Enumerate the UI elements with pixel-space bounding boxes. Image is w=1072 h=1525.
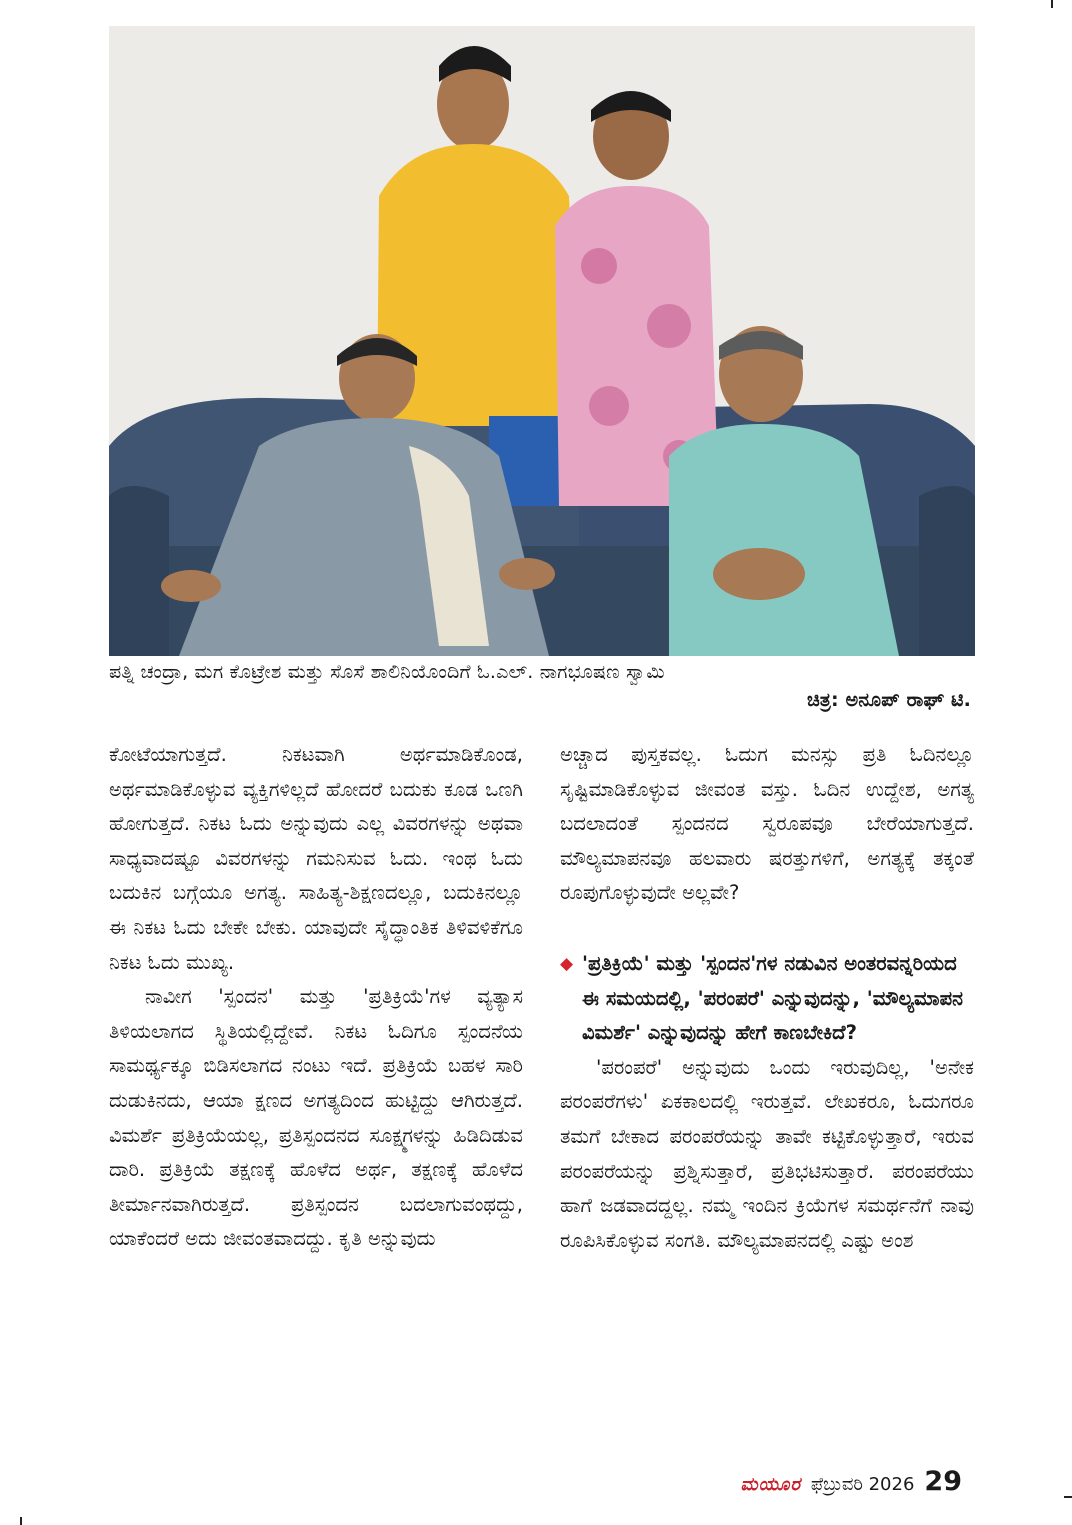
page-number: 29 <box>924 1466 962 1497</box>
interview-answer: 'ಪರಂಪರೆ' ಅನ್ನುವುದು ಒಂದು ಇರುವುದಿಲ್ಲ, 'ಅನೇಕ ಪರಂಪರೆಗಳು' ಏಕಕಾಲದಲ್ಲಿ ಇರುತ್ತವೆ. ಲೇಖಕರೂ, ಓದುಗರೂ ತಮಗೆ ಬೇಕಾದ ಪರಂಪರೆಯನ್ನು ತಾವೇ ಕಟ್ಟಿಕೊಳ್ಳುತ್ತಾರೆ, ಇರುವ ಪರಂಪರೆಯನ್ನು ಪ್ರಶ್ನಿಸುತ್ತಾರೆ, ಪ್ರತಿಭಟಿಸುತ್ತಾರೆ. ಪರಂಪರೆಯು ಹಾಗೆ ಜಡವಾದದ್ದಲ್ಲ. ನಮ್ಮ ಇಂದಿನ ಕ್ರಿಯೆಗಳ ಸಮರ್ಥನೆಗೆ ನಾವು ರೂಪಿಸಿಕೊಳ್ಳುವ ಸಂಗತಿ. ಮೌಲ್ಯಮಾಪನದಲ್ಲಿ ಎಷ್ಟು ಅಂಶ <box>560 1055 974 1252</box>
paragraph: ನಾವೀಗ 'ಸ್ಪಂದನ' ಮತ್ತು 'ಪ್ರತಿಕ್ರಿಯೆ'ಗಳ ವ್ಯತ್ಯಾಸ ತಿಳಿಯಲಾಗದ ಸ್ಥಿತಿಯಲ್ಲಿದ್ದೇವೆ. ನಿಕಟ ಓದಿಗೂ ಸ್ಪಂದನೆಯ ಸಾಮರ್ಥ್ಯಕ್ಕೂ ಬಿಡಿಸಲಾಗದ ನಂಟು ಇದೆ. ಪ್ರತಿಕ್ರಿಯೆ ಬಹಳ ಸಾರಿ ದುಡುಕಿನದು, ಆಯಾ ಕ್ಷಣದ ಅಗತ್ಯದಿಂದ ಹುಟ್ಟಿದ್ದು ಆಗಿರುತ್ತದೆ. ವಿಮರ್ಶೆ ಪ್ರತಿಕ್ರಿಯೆಯಲ್ಲ, ಪ್ರತಿಸ್ಪಂದನದ ಸೂಕ್ಷ್ಮಗಳನ್ನು ಹಿಡಿದಿಡುವ ದಾರಿ. ಪ್ರತಿಕ್ರಿಯೆ ತಕ್ಷಣಕ್ಕೆ ಹೊಳೆದ ಅರ್ಥ, ತಕ್ಷಣಕ್ಕೆ ಹೊಳೆದ ತೀರ್ಮಾನವಾಗಿರುತ್ತದೆ. ಪ್ರತಿಸ್ಪಂದನ ಬದಲಾಗುವಂಥದ್ದು, ಯಾಕೆಂದರೆ ಅದು ಜೀವಂತವಾದದ್ದು. ಕೃತಿ ಅನ್ನುವುದು <box>109 985 523 1251</box>
interview-question <box>560 947 974 1051</box>
article-column-right <box>560 738 974 1258</box>
photo-credit: ಚಿತ್ರ: ಅನೂಪ್ ರಾಘ್ ಟಿ. <box>806 689 971 711</box>
crop-mark <box>1051 0 1053 8</box>
article-column-left <box>109 738 523 1257</box>
photo-caption <box>109 658 975 714</box>
page-footer <box>740 1466 962 1506</box>
caption-text: ಪತ್ನಿ ಚಂದ್ರಾ, ಮಗ ಕೊಟ್ರೇಶ ಮತ್ತು ಸೊಸೆ ಶಾಲಿನಿಯೊಂದಿಗೆ ಓ.ಎಲ್. ನಾಗಭೂಷಣ ಸ್ವಾಮಿ <box>109 661 665 683</box>
diamond-bullet-icon: ◆ <box>560 953 574 974</box>
paragraph: ಅಚ್ಚಾದ ಪುಸ್ತಕವಲ್ಲ. ಓದುಗ ಮನಸ್ಸು ಪ್ರತಿ ಓದಿನಲ್ಲೂ ಸೃಷ್ಟಿಮಾಡಿಕೊಳ್ಳುವ ಜೀವಂತ ವಸ್ತು. ಓದಿನ ಉದ್ದೇಶ, ಅಗತ್ಯ ಬದಲಾದಂತೆ ಸ್ಪಂದನದ ಸ್ವರೂಪವೂ ಬೇರೆಯಾಗುತ್ತದೆ. ಮೌಲ್ಯಮಾಪನವೂ ಹಲವಾರು ಷರತ್ತುಗಳಿಗೆ, ಅಗತ್ಯಕ್ಕೆ ತಕ್ಕಂತೆ ರೂಪುಗೊಳ್ಳುವುದೇ ಅಲ್ಲವೇ? <box>560 743 974 905</box>
crop-mark <box>20 1517 22 1525</box>
family-photo-illustration <box>109 26 975 656</box>
family-photo <box>109 26 975 656</box>
magazine-logo: ಮಯೂರ <box>740 1474 801 1495</box>
question-text: 'ಪ್ರತಿಕ್ರಿಯೆ' ಮತ್ತು 'ಸ್ಪಂದನ'ಗಳ ನಡುವಿನ ಅಂತರವನ್ನರಿಯದ ಈ ಸಮಯದಲ್ಲಿ, 'ಪರಂಪರೆ' ಎನ್ನುವುದನ್ನು, 'ಮೌಲ್ಯಮಾಪನ ವಿಮರ್ಶೆ' ಎನ್ನುವುದನ್ನು ಹೇಗೆ ಕಾಣಬೇಕಿದೆ? <box>582 951 964 1045</box>
crop-mark <box>1064 1496 1072 1498</box>
issue-date: ಫೆಬ್ರುವರಿ 2026 <box>810 1474 915 1495</box>
paragraph: ಕೋಟೆಯಾಗುತ್ತದೆ. ನಿಕಟವಾಗಿ ಅರ್ಥಮಾಡಿಕೊಂಡ, ಅರ್ಥಮಾಡಿಕೊಳ್ಳುವ ವ್ಯಕ್ತಿಗಳಿಲ್ಲದೆ ಹೋದರೆ ಬದುಕು ಕೂಡ ಒಣಗಿ ಹೋಗುತ್ತದೆ. ನಿಕಟ ಓದು ಅನ್ನುವುದು ಎಲ್ಲ ವಿವರಗಳನ್ನು ಅಥವಾ ಸಾಧ್ಯವಾದಷ್ಟೂ ವಿವರಗಳನ್ನು ಗಮನಿಸುವ ಓದು. ಇಂಥ ಓದು ಬದುಕಿನ ಬಗ್ಗೆಯೂ ಅಗತ್ಯ. ಸಾಹಿತ್ಯ-ಶಿಕ್ಷಣದಲ್ಲೂ, ಬದುಕಿನಲ್ಲೂ ಈ ನಿಕಟ ಓದು ಬೇಕೇ ಬೇಕು. ಯಾವುದೇ ಸೈದ್ಧಾಂತಿಕ ತಿಳಿವಳಿಕೆಗೂ ನಿಕಟ ಓದು ಮುಖ್ಯ. <box>109 743 523 974</box>
